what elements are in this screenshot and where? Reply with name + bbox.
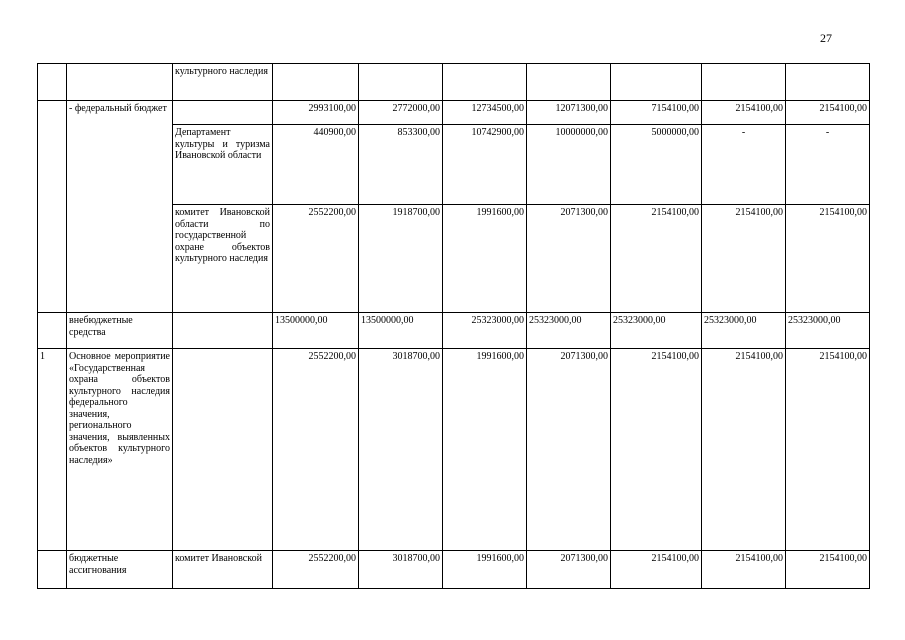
value-cell: 2071300,00: [527, 205, 611, 313]
table-cell: [38, 64, 67, 101]
value-cell: 12071300,00: [527, 101, 611, 125]
value-cell: 2552200,00: [273, 551, 359, 589]
value-cell: 2154100,00: [611, 551, 702, 589]
budget-table: [37, 63, 870, 589]
value-cell: 25323000,00: [786, 313, 870, 349]
value-cell: 25323000,00: [611, 313, 702, 349]
table-cell: [38, 101, 67, 313]
value-cell: 2154100,00: [702, 349, 786, 551]
executor-cell: Департамент культуры и туризма Ивановской области: [173, 125, 273, 205]
table-row: [38, 551, 870, 589]
value-cell: 13500000,00: [359, 313, 443, 349]
value-cell: 1918700,00: [359, 205, 443, 313]
table-cell: [173, 101, 273, 125]
value-cell: 2154100,00: [786, 205, 870, 313]
value-cell: 440900,00: [273, 125, 359, 205]
value-cell: 2154100,00: [786, 101, 870, 125]
value-cell: 2552200,00: [273, 349, 359, 551]
row-number-cell: 1: [38, 349, 67, 551]
table-row: [38, 349, 870, 551]
value-cell: 3018700,00: [359, 551, 443, 589]
table-cell: [38, 313, 67, 349]
source-cell: внебюджетные средства: [67, 313, 173, 349]
value-cell: 2154100,00: [786, 551, 870, 589]
value-cell: 2154100,00: [611, 349, 702, 551]
value-cell: -: [786, 125, 870, 205]
table-row: [38, 313, 870, 349]
value-cell: 25323000,00: [443, 313, 527, 349]
value-cell: 25323000,00: [527, 313, 611, 349]
value-cell: 2071300,00: [527, 551, 611, 589]
source-cell: - федеральный бюджет: [67, 101, 173, 313]
value-cell: 2154100,00: [702, 551, 786, 589]
value-cell: 2772000,00: [359, 101, 443, 125]
value-cell: 25323000,00: [702, 313, 786, 349]
value-cell: -: [702, 125, 786, 205]
table-cell: [173, 313, 273, 349]
table-row: [38, 101, 870, 125]
value-cell: 2993100,00: [273, 101, 359, 125]
value-cell: 2154100,00: [611, 205, 702, 313]
value-cell: 2552200,00: [273, 205, 359, 313]
value-cell: 10000000,00: [527, 125, 611, 205]
executor-cell: культурного наследия: [173, 64, 273, 101]
page-number: 27: [820, 31, 832, 45]
value-cell: 1991600,00: [443, 551, 527, 589]
executor-cell: комитет Ивановской: [173, 551, 273, 589]
table-cell: [173, 349, 273, 551]
value-cell: 5000000,00: [611, 125, 702, 205]
value-cell: 2071300,00: [527, 349, 611, 551]
executor-cell: комитет Ивановской области по государственной охране объектов культурного наследия: [173, 205, 273, 313]
table-cell: [67, 64, 173, 101]
value-cell: 2154100,00: [702, 101, 786, 125]
value-cell: 1991600,00: [443, 205, 527, 313]
table-row: [38, 64, 870, 101]
source-cell: бюджетные ассигнования: [67, 551, 173, 589]
measure-cell: Основное мероприятие «Государственная охрана объектов культурного наследия федерального значения, регионального значения, выявленных объектов культурного наследия»: [67, 349, 173, 551]
value-cell: 853300,00: [359, 125, 443, 205]
value-cell: 7154100,00: [611, 101, 702, 125]
value-cell: 12734500,00: [443, 101, 527, 125]
value-cell: 2154100,00: [702, 205, 786, 313]
value-cell: 10742900,00: [443, 125, 527, 205]
value-cell: 3018700,00: [359, 349, 443, 551]
value-cell: 2154100,00: [786, 349, 870, 551]
table-cell: [38, 551, 67, 589]
value-cell: 13500000,00: [273, 313, 359, 349]
value-cell: 1991600,00: [443, 349, 527, 551]
